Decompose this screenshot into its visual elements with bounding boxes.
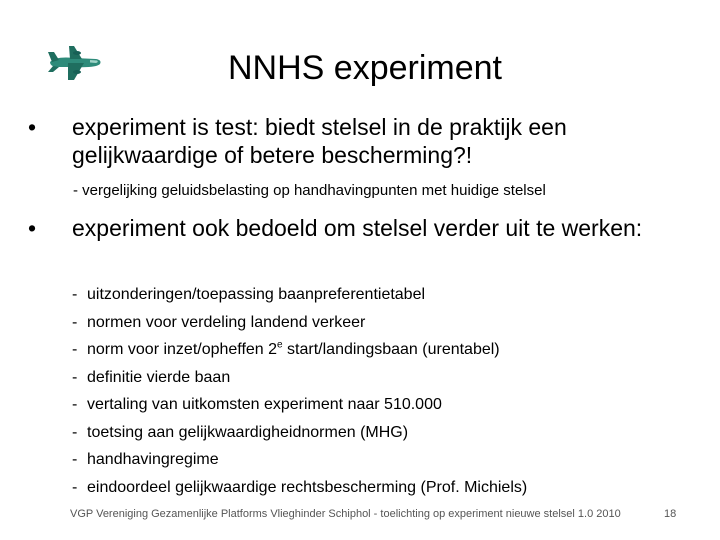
list-dash: - (72, 368, 78, 386)
list-dash: - (72, 478, 78, 496)
list-item-text: definitie vierde baan (87, 368, 231, 386)
airplane-icon (44, 32, 106, 94)
list-dash: - (72, 451, 78, 468)
slide-footer: VGP Vereniging Gezamenlijke Platforms Vlieghinder Schiphol - toelichting op experiment nieuwe stelsel 1.0 2010 (70, 508, 621, 520)
list-item-text: normen voor verdeling landend verkeer (87, 313, 366, 331)
list-dash: - (72, 423, 78, 441)
list-item-text: toetsing aan gelijkwaardigheidnormen (MHG) (87, 423, 409, 441)
slide-title: NNHS experiment (228, 49, 502, 87)
list-dash: - (72, 313, 78, 331)
list-item-text: handhavingregime (87, 451, 219, 468)
page-number: 18 (664, 508, 677, 520)
list-dash: - (72, 286, 78, 303)
list-item-text: vertaling van uitkomsten experiment naar 510.000 (87, 396, 442, 413)
list-item-text: norm voor inzet/opheffen 2e start/landingsbaan (urentabel) (87, 339, 500, 358)
list-dash: - (72, 396, 78, 413)
list-dash: - (72, 341, 78, 358)
list-item-text: uitzonderingen/toepassing baanpreferentietabel (87, 286, 426, 303)
list-item-text: eindoordeel gelijkwaardige rechtsbescherming (Prof. Michiels) (87, 478, 528, 496)
bullet-marker: • (28, 215, 37, 241)
bullet-marker: • (28, 114, 37, 140)
bullet-text: experiment is test: biedt stelsel in de praktijk een gelijkwaardige of betere bescherming?! (72, 114, 567, 168)
sub-bullet: - vergelijking geluidsbelasting op handhavingpunten met huidige stelsel (73, 182, 546, 199)
bullet-text: experiment ook bedoeld om stelsel verder uit te werken: (72, 215, 643, 241)
